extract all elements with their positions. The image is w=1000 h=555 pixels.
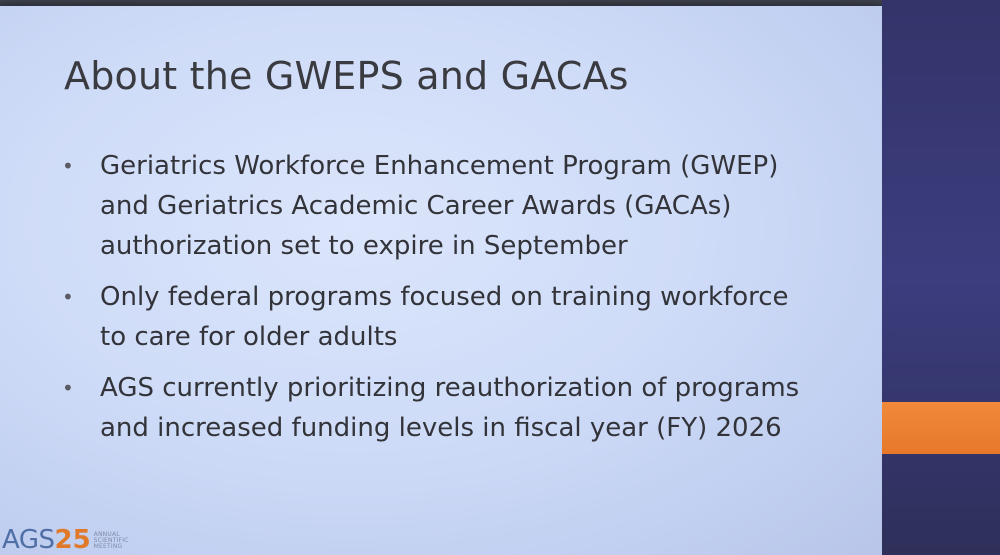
logo-subtitle-line: SCIENTIFIC [93,537,129,544]
bullet-line: AGS currently prioritizing reauthorization of programs [100,373,800,403]
logo-text: AGS [2,525,55,555]
bullet-item [58,146,858,266]
projected-slide [0,6,882,555]
bullet-item [58,277,858,357]
bullet-line: to care for older adults [100,322,398,352]
bullet-line: and increased funding levels in fiscal year (FY) 2026 [100,413,782,443]
bullet-item [58,368,858,448]
bullet-line: and Geriatrics Academic Career Awards (GACAs) [100,191,732,221]
bullet-line: Only federal programs focused on training workforce [100,282,789,312]
bullet-marker: • [62,285,74,309]
bullet-list [58,146,858,459]
bullet-line: Geriatrics Workforce Enhancement Program (GWEP) [100,151,779,181]
bullet-marker: • [62,376,74,400]
logo-subtitle [94,532,129,550]
bullet-marker: • [62,154,74,178]
logo-subtitle-line: ANNUAL [93,531,120,538]
logo-subtitle-line: MEETING [93,543,123,550]
bullet-line: authorization set to expire in September [100,231,628,261]
ags25-logo [2,523,129,555]
slide-title: About the GWEPS and GACAs [64,54,629,98]
side-panel [882,0,1000,555]
orange-accent-bar [882,402,1000,454]
logo-number: 25 [54,525,91,555]
